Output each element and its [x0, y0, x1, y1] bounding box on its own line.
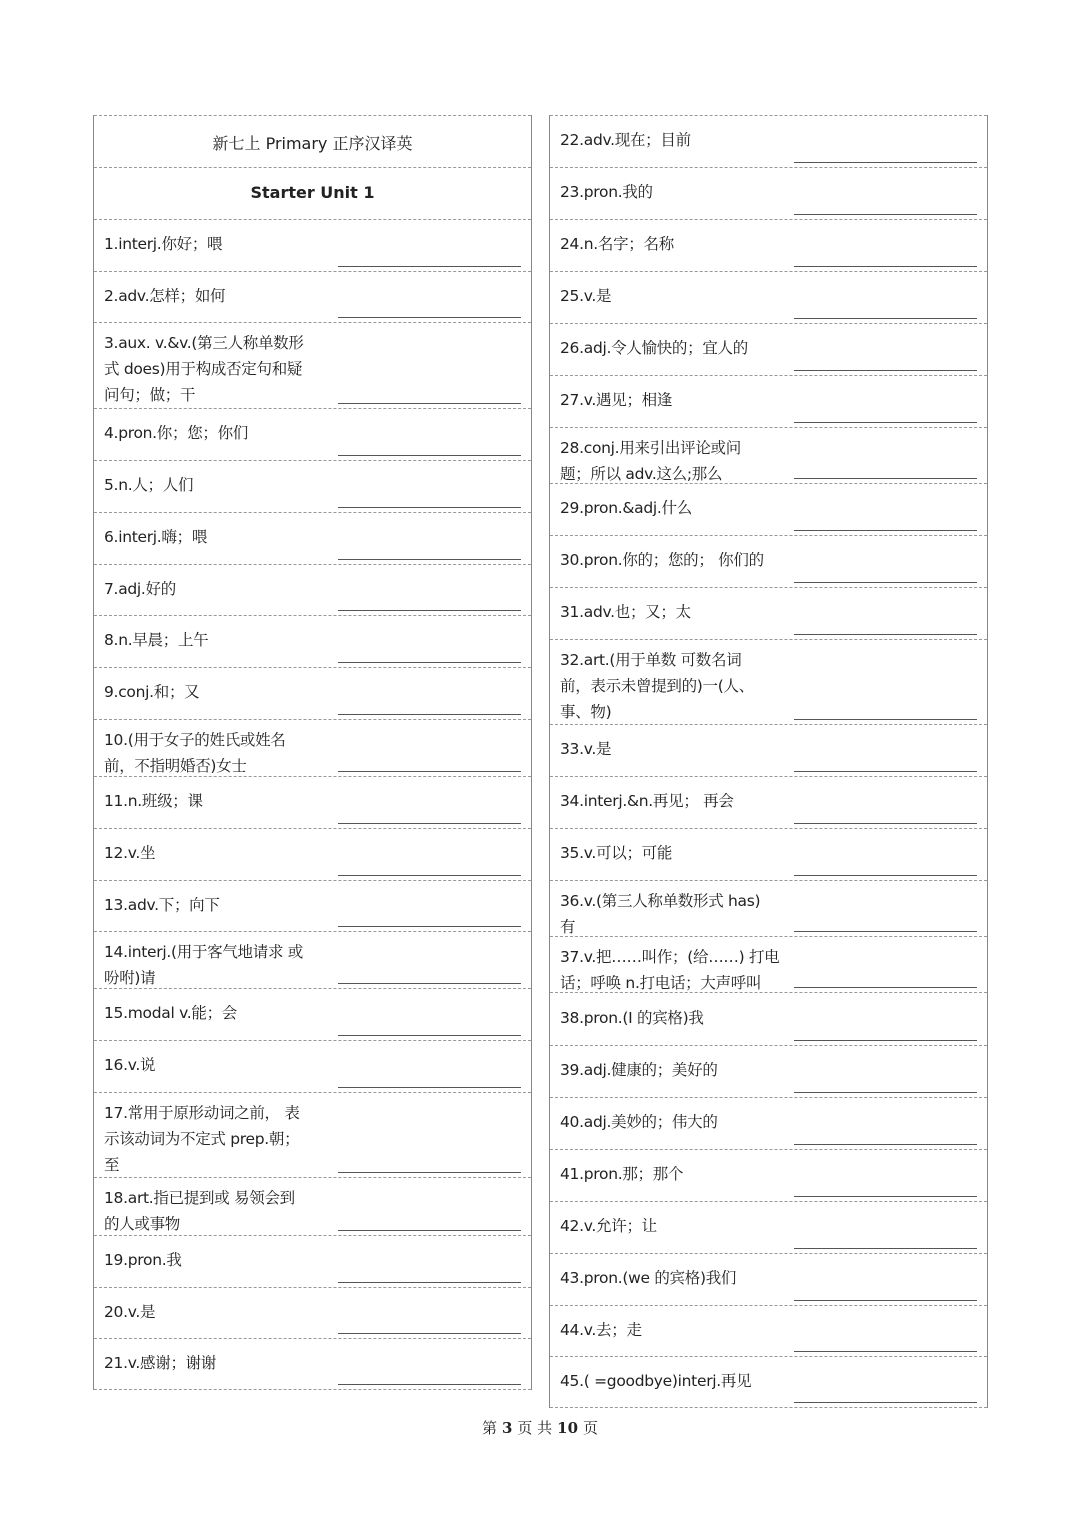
table-row [550, 115, 987, 167]
table-row [550, 587, 987, 639]
item-prompt: 37.v.把……叫作；(给……) 打电 话；呼唤 n.打电话；大声呼叫 [560, 948, 780, 992]
item-prompt: 33.v.是 [560, 740, 612, 758]
answer-blank[interactable] [338, 559, 521, 560]
table-row [94, 322, 531, 408]
table-row [94, 828, 531, 880]
answer-blank[interactable] [794, 1300, 977, 1301]
table-row [550, 992, 987, 1045]
item-prompt: 3.aux. v.&v.(第三人称单数形 式 does)用于构成否定句和疑 问句；做；干 [104, 334, 304, 404]
item-prompt: 34.interj.&n.再见； 再会 [560, 792, 734, 810]
item-prompt: 21.v.感谢；谢谢 [104, 1354, 217, 1372]
answer-blank[interactable] [794, 987, 977, 988]
item-prompt: 42.v.允许；让 [560, 1217, 657, 1235]
item-prompt: 18.art.指已提到或 易领会到 的人或事物 [104, 1189, 295, 1233]
table-row [550, 427, 987, 483]
answer-blank[interactable] [338, 875, 521, 876]
item-prompt: 36.v.(第三人称单数形式 has) 有 [560, 892, 761, 936]
table-row [94, 1040, 531, 1092]
table-row [550, 1305, 987, 1356]
table-row [94, 564, 531, 615]
table-row [550, 1097, 987, 1149]
item-prompt: 40.adj.美妙的；伟大的 [560, 1113, 718, 1131]
table-row [550, 483, 987, 535]
item-prompt: 35.v.可以；可能 [560, 844, 673, 862]
footer-mid: 页 共 [517, 1419, 553, 1437]
answer-blank[interactable] [338, 507, 521, 508]
item-prompt: 44.v.去；走 [560, 1320, 642, 1339]
item-prompt: 27.v.遇见；相逢 [560, 391, 673, 409]
item-prompt: 16.v.说 [104, 1056, 156, 1074]
table-row [550, 880, 987, 936]
answer-blank[interactable] [338, 266, 521, 267]
table-row [94, 719, 531, 776]
right-vocab-table [549, 115, 988, 1408]
item-prompt: 7.adj.好的 [104, 579, 176, 598]
answer-blank[interactable] [338, 714, 521, 715]
item-prompt: 43.pron.(we 的宾格)我们 [560, 1269, 737, 1287]
item-prompt: 45.( =goodbye)interj.再见 [560, 1372, 752, 1390]
item-prompt: 28.conj.用来引出评论或问 题；所以 adv.这么;那么 [560, 439, 741, 483]
item-prompt: 38.pron.(I 的宾格)我 [560, 1008, 704, 1027]
page-footer [0, 1417, 1080, 1438]
table-row [94, 460, 531, 512]
table-row [550, 1045, 987, 1097]
answer-blank[interactable] [338, 1384, 521, 1385]
answer-blank[interactable] [794, 1196, 977, 1197]
table-row [94, 615, 531, 667]
item-prompt: 9.conj.和；又 [104, 683, 200, 701]
table-row [94, 988, 531, 1040]
footer-prefix: 第 [481, 1419, 497, 1437]
answer-blank[interactable] [794, 530, 977, 531]
left-vocab-table [93, 115, 532, 1390]
table-row [94, 219, 531, 271]
answer-blank[interactable] [338, 317, 521, 318]
item-prompt: 11.n.班级；课 [104, 792, 203, 810]
item-prompt: 23.pron.我的 [560, 183, 653, 201]
table-row [94, 271, 531, 322]
item-prompt: 12.v.坐 [104, 844, 156, 862]
table-row [94, 880, 531, 931]
item-prompt: 5.n.人；人们 [104, 476, 194, 494]
answer-blank[interactable] [338, 662, 521, 663]
table-row [550, 1356, 987, 1408]
table-row [94, 776, 531, 828]
answer-blank[interactable] [794, 1351, 977, 1352]
table-row [550, 323, 987, 375]
item-prompt: 26.adj.令人愉快的；宜人的 [560, 339, 748, 357]
answer-blank[interactable] [794, 422, 977, 423]
table-row [550, 535, 987, 587]
answer-blank[interactable] [338, 1230, 521, 1231]
item-prompt: 31.adv.也；又；太 [560, 603, 691, 621]
answer-blank[interactable] [338, 1282, 521, 1283]
table-row [94, 1092, 531, 1177]
item-prompt: 13.adv.下；向下 [104, 895, 220, 914]
answer-blank[interactable] [794, 931, 977, 932]
answer-blank[interactable] [794, 771, 977, 772]
answer-blank[interactable] [338, 1333, 521, 1334]
item-prompt: 29.pron.&adj.什么 [560, 499, 692, 517]
table-row [550, 936, 987, 992]
table-row [94, 931, 531, 988]
item-prompt: 14.interj.(用于客气地请求 或 吩咐)请 [104, 943, 303, 987]
item-prompt: 15.modal v.能；会 [104, 1004, 237, 1022]
item-prompt: 1.interj.你好；喂 [104, 235, 223, 253]
item-prompt: 6.interj.嗨；喂 [104, 528, 208, 546]
answer-blank[interactable] [338, 1172, 521, 1173]
answer-blank[interactable] [794, 266, 977, 267]
answer-blank[interactable] [794, 875, 977, 876]
answer-blank[interactable] [794, 1092, 977, 1093]
answer-blank[interactable] [338, 771, 521, 772]
table-row [550, 167, 987, 219]
item-prompt: 10.(用于女子的姓氏或姓名 前，不指明婚否)女士 [104, 731, 286, 775]
answer-blank[interactable] [794, 1402, 977, 1403]
table-row [94, 667, 531, 719]
answer-blank[interactable] [338, 610, 521, 611]
table-row [550, 776, 987, 828]
answer-blank[interactable] [794, 719, 977, 720]
answer-blank[interactable] [338, 455, 521, 456]
table-row [94, 167, 531, 219]
table-row [94, 1338, 531, 1390]
item-prompt: 8.n.早晨；上午 [104, 631, 209, 649]
answer-blank[interactable] [338, 1035, 521, 1036]
answer-blank[interactable] [794, 478, 977, 479]
table-row [94, 1235, 531, 1287]
item-prompt: 32.art.(用于单数 可数名词 前，表示未曾提到的)一(人、 事、物) [560, 651, 754, 721]
answer-blank[interactable] [794, 1040, 977, 1041]
table-row [94, 1177, 531, 1235]
item-prompt: 2.adv.怎样；如何 [104, 286, 226, 305]
item-prompt: 39.adj.健康的；美好的 [560, 1061, 718, 1079]
item-prompt: 41.pron.那；那个 [560, 1165, 684, 1183]
table-row [94, 115, 531, 167]
table-row [550, 271, 987, 323]
table-row [550, 1201, 987, 1253]
answer-blank[interactable] [338, 983, 521, 984]
page-number: 3 [501, 1419, 513, 1437]
item-prompt: 4.pron.你；您；你们 [104, 424, 248, 442]
table-row [94, 1287, 531, 1338]
answer-blank[interactable] [794, 823, 977, 824]
unit-heading: Starter Unit 1 [250, 183, 375, 202]
item-prompt: 24.n.名字；名称 [560, 235, 674, 253]
table-row [550, 724, 987, 776]
table-row [550, 219, 987, 271]
item-prompt: 17.常用于原形动词之前， 表 示该动词为不定式 prep.朝； 至 [104, 1104, 300, 1174]
item-prompt: 20.v.是 [104, 1302, 156, 1321]
total-pages: 10 [557, 1419, 579, 1437]
table-row [550, 828, 987, 880]
answer-blank[interactable] [338, 1087, 521, 1088]
answer-blank[interactable] [338, 403, 521, 404]
document-title: 新七上 Primary 正序汉译英 [212, 134, 413, 153]
answer-blank[interactable] [338, 823, 521, 824]
item-prompt: 25.v.是 [560, 287, 612, 305]
answer-blank[interactable] [794, 634, 977, 635]
answer-blank[interactable] [794, 582, 977, 583]
answer-blank[interactable] [794, 318, 977, 319]
answer-blank[interactable] [794, 1144, 977, 1145]
answer-blank[interactable] [794, 214, 977, 215]
table-row [550, 375, 987, 427]
table-row [94, 408, 531, 460]
answer-blank[interactable] [338, 926, 521, 927]
table-row [550, 639, 987, 724]
answer-blank[interactable] [794, 162, 977, 163]
table-row [550, 1149, 987, 1201]
answer-blank[interactable] [794, 1248, 977, 1249]
table-row [550, 1253, 987, 1305]
answer-blank[interactable] [794, 370, 977, 371]
table-row [94, 512, 531, 564]
item-prompt: 22.adv.现在；目前 [560, 131, 691, 149]
item-prompt: 30.pron.你的；您的； 你们的 [560, 551, 764, 569]
item-prompt: 19.pron.我 [104, 1251, 182, 1269]
footer-suffix: 页 [583, 1419, 599, 1437]
